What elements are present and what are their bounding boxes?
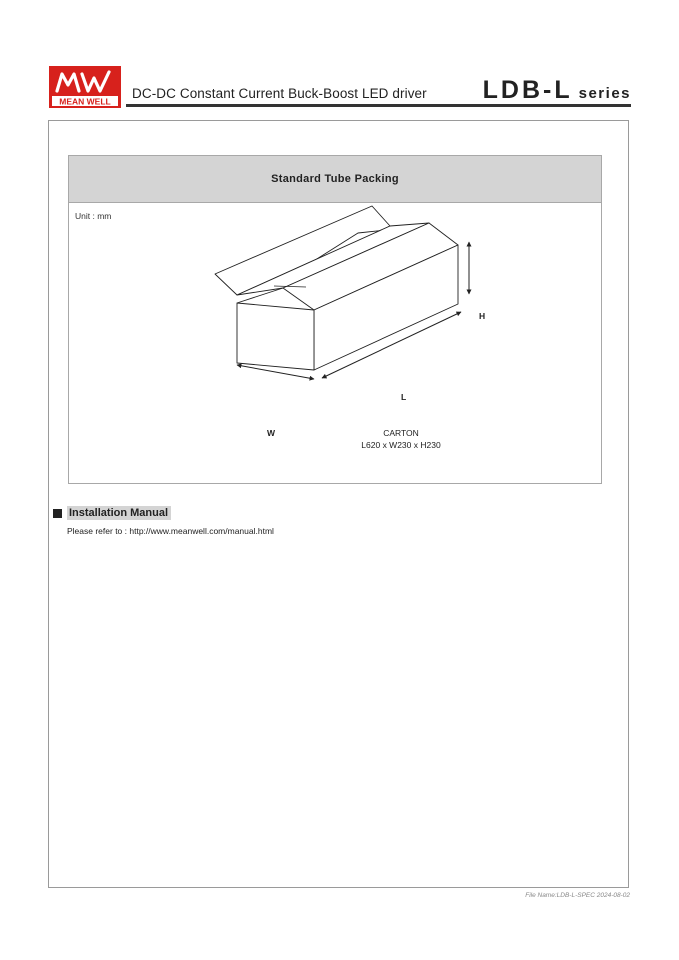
packing-panel: [68, 155, 602, 484]
series-suffix: series: [578, 85, 631, 102]
dimension-h-label: H: [479, 311, 486, 321]
packing-title: Standard Tube Packing: [69, 156, 601, 203]
installation-title: Installation Manual: [67, 506, 171, 520]
section-bullet-icon: [53, 509, 62, 518]
series-title: [483, 76, 631, 105]
document-subtitle: DC-DC Constant Current Buck-Boost LED driver: [132, 86, 427, 101]
model-name: LDB-L: [482, 76, 573, 104]
carton-label: CARTON: [383, 428, 419, 438]
file-name-footer: File Name:LDB-L-SPEC 2024-08-02: [525, 892, 630, 899]
installation-section-title: [53, 506, 171, 520]
carton-diagram: [69, 204, 601, 484]
header-rule: [126, 104, 631, 107]
dimension-w-label: W: [267, 428, 276, 438]
brand-name: MEAN WELL: [59, 96, 111, 107]
unit-label: Unit : mm: [75, 211, 112, 221]
manual-link-text[interactable]: Please refer to : http://www.meanwell.com/manual.html: [67, 526, 274, 536]
dimension-l-label: L: [401, 392, 407, 402]
mean-well-logo: [49, 66, 121, 108]
carton-end-face: [237, 303, 314, 370]
carton-size: L620 x W230 x H230: [361, 440, 441, 450]
